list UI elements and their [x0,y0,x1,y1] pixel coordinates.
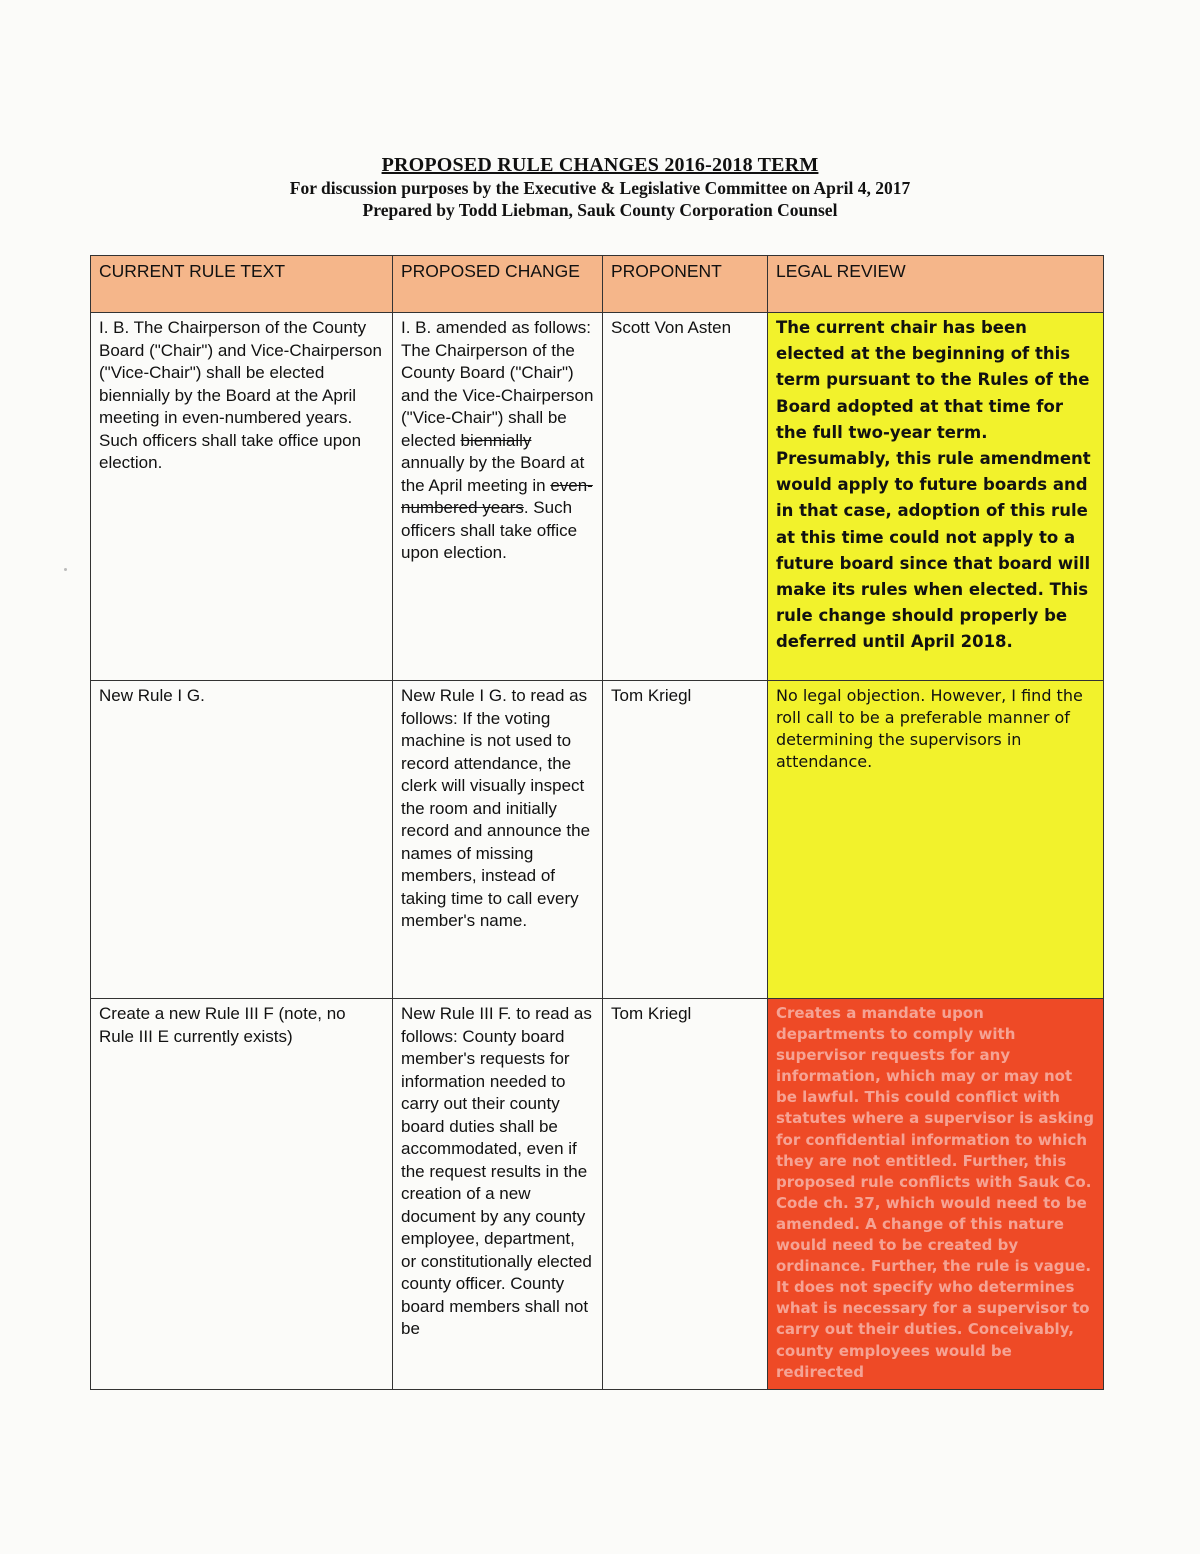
current-rule-cell: Create a new Rule III F (note, no Rule III E currently exists) [91,999,393,1390]
table-row [91,681,1104,999]
proponent-cell: Scott Von Asten [603,313,768,681]
proposed-text: annually by the Board at the April meeting in [401,453,585,495]
document-header [0,153,1200,221]
rule-changes-table [90,255,1104,1390]
proposed-change-cell: New Rule I G. to read as follows: If the voting machine is not used to record attendance, the clerk will visually inspect the room and initially record and announce the names of missing members, instead of taking time to call every member's name. [393,681,603,999]
column-header-proposed-change: PROPOSED CHANGE [393,256,603,313]
scan-speck [64,568,67,571]
current-rule-cell: New Rule I G. [91,681,393,999]
proposed-change-cell [393,313,603,681]
proponent-cell: Tom Kriegl [603,681,768,999]
column-header-current-rule: CURRENT RULE TEXT [91,256,393,313]
column-header-legal-review: LEGAL REVIEW [768,256,1104,313]
prepared-by: Prepared by Todd Liebman, Sauk County Corporation Counsel [362,200,838,220]
table-row [91,999,1104,1390]
proponent-cell: Tom Kriegl [603,999,768,1390]
legal-review-cell: Creates a mandate upon departments to comply with supervisor requests for any information, which may or may not be lawful. This could conflict with statutes where a supervisor is asking for confidential information to which they are not entitled. Further, this proposed rule conflicts with Sauk Co. Code ch. 37, which would need to be amended. A change of this nature would need to be created by ordinance. Further, the rule is vague. It does not specify who determines what is necessary for a supervisor to carry out their duties. Conceivably, county employees would be redirected [768,999,1104,1390]
column-header-proponent: PROPONENT [603,256,768,313]
legal-review-cell: No legal objection. However, I find the roll call to be a preferable manner of determining the supervisors in attendance. [768,681,1104,999]
proposed-text: I. B. amended as follows: The Chairperson of the County Board ("Chair") and the Vice-Chairperson ("Vice-Chair") shall be elected [401,318,594,450]
document-subtitle: For discussion purposes by the Executive & Legislative Committee on April 4, 2017 [289,178,911,198]
struck-text: even-numbered years [401,475,593,517]
table-row [91,313,1104,681]
legal-review-cell: The current chair has been elected at the beginning of this term pursuant to the Rules of the Board adopted at that time for the full two-year term. Presumably, this rule amendment would apply to future boards and in that case, adoption of this rule at this time could not apply to a future board since that board will make its rules when elected. This rule change should properly be deferred until April 2018. [768,313,1104,681]
proposed-text: . Such officers shall take office upon election. [401,498,578,562]
document-title: PROPOSED RULE CHANGES 2016-2018 TERM [381,154,819,176]
proposed-change-cell: New Rule III F. to read as follows: County board member's requests for information needed to carry out their county board duties shall be accommodated, even if the request results in the creation of a new document by any county employee, department, or constitutionally elected county officer. County board members shall not be [393,999,603,1390]
table-header-row [91,256,1104,313]
struck-text: biennially [460,430,532,450]
current-rule-cell: I. B. The Chairperson of the County Board ("Chair") and Vice-Chairperson ("Vice-Chair") shall be elected biennially by the Board at the April meeting in even-numbered years. Such officers shall take office upon election. [91,313,393,681]
